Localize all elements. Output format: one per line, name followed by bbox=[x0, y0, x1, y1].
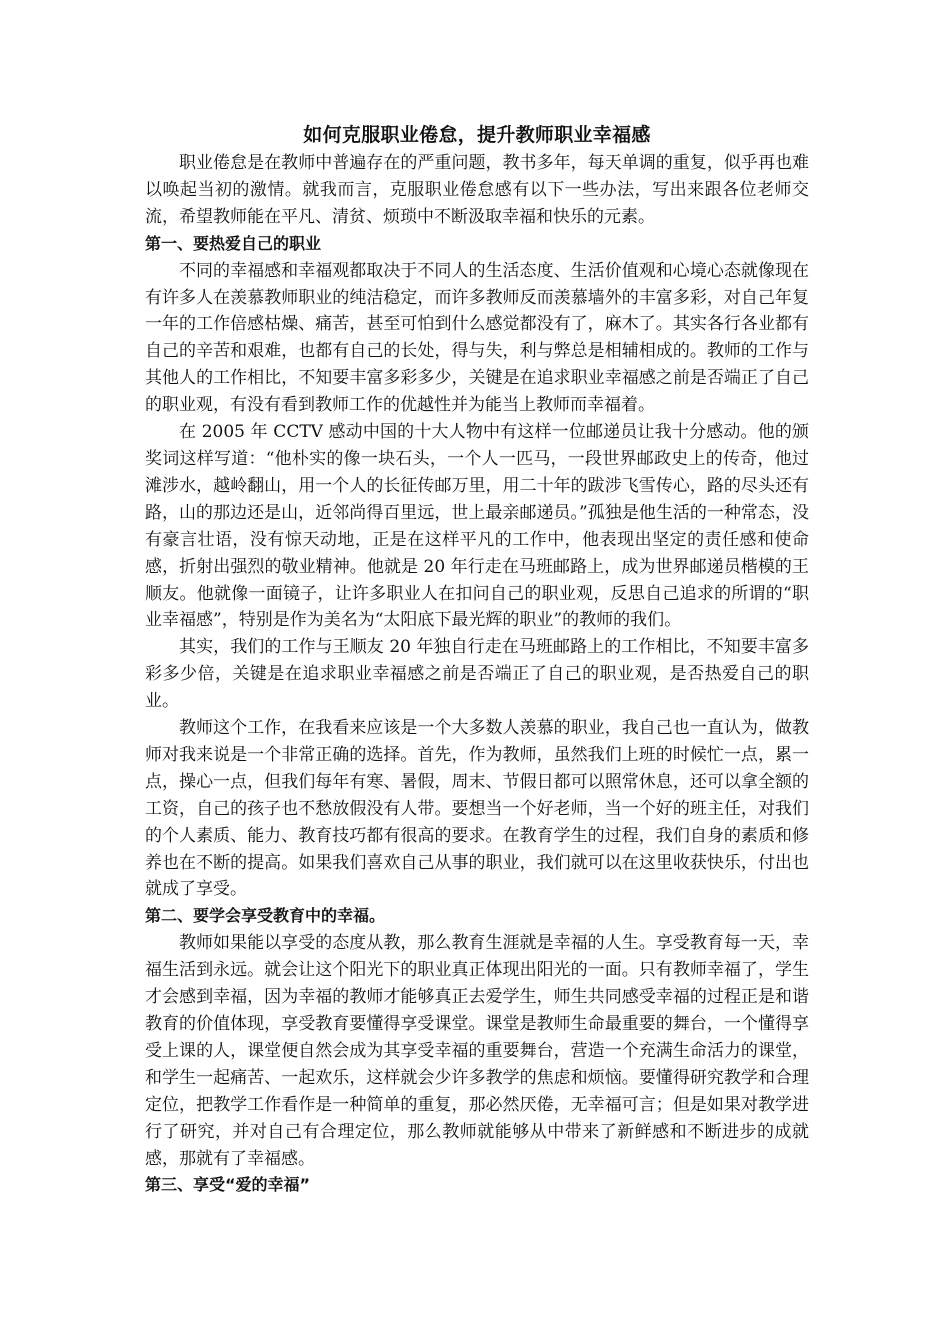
document-title: 如何克服职业倦怠，提升教师职业幸福感 bbox=[303, 124, 651, 146]
section-1-paragraph-1: 不同的幸福感和幸福观都取决于不同人的生活态度、生活价值观和心境心态就像现在有许多人在羡慕教师职业的纯洁稳定，而许多教师反而羡慕墙外的丰富多彩，对自己年复一年的工作倍感枯燥、痛苦，甚至可怕到什么感觉都没有了，麻木了。其实各行各业都有自己的辛苦和艰难，也都有自己的长处，得与失，利与弊总是相辅相成的。教师的工作与其他人的工作相比，不知要丰富多彩多少，关键是在追求职业幸福感之前是否端正了自己的职业观，有没有看到教师工作的优越性并为能当上教师而幸福着。 bbox=[145, 260, 809, 416]
section-3-heading: 第三、享受“爱的幸福” bbox=[145, 1175, 311, 1195]
section-1-paragraph-3: 其实，我们的工作与王顺友 20 年独自行走在马班邮路上的工作相比，不知要丰富多彩多少倍，关键是在追求职业幸福感之前是否端正了自己的职业观，是否热爱自己的职业。 bbox=[145, 637, 809, 712]
intro-paragraph: 职业倦怠是在教师中普遍存在的严重问题，教书多年，每天单调的重复，似乎再也难以唤起当初的激情。就我而言，克服职业倦怠感有以下一些办法，写出来跟各位老师交流，希望教师能在平凡、清贫、烦琐中不断汲取幸福和快乐的元素。 bbox=[145, 153, 809, 227]
section-1-paragraph-4: 教师这个工作，在我看来应该是一个大多数人羡慕的职业，我自己也一直认为，做教师对我来说是一个非常正确的选择。首先，作为教师，虽然我们上班的时候忙一点，累一点，操心一点，但我们每年有寒、暑假，周末、节假日都可以照常休息，还可以拿全额的工资，自己的孩子也不愁放假没有人带。要想当一个好老师，当一个好的班主任，对我们的个人素质、能力、教育技巧都有很高的要求。在教育学生的过程，我们自身的素质和修养也在不断的提高。如果我们喜欢自己从事的职业，我们就可以在这里收获快乐，付出也就成了享受。 bbox=[145, 718, 809, 900]
section-1-heading: 第一、要热爱自己的职业 bbox=[145, 233, 322, 253]
section-2-heading: 第二、要学会享受教育中的幸福。 bbox=[145, 906, 386, 926]
section-2-paragraph-1: 教师如果能以享受的态度从教，那么教育生涯就是幸福的人生。享受教育每一天，幸福生活到永远。就会让这个阳光下的职业真正体现出阳光的一面。只有教师幸福了，学生才会感到幸福，因为幸福的教师才能够真正去爱学生，师生共同感受幸福的过程正是和谐教育的价值体现，享受教育要懂得享受课堂。课堂是教师生命最重要的舞台，一个懂得享受上课的人，课堂便自然会成为其享受幸福的重要舞台，营造一个充满生命活力的课堂，和学生一起痛苦、一起欢乐，这样就会少许多教学的焦虑和烦恼。要懂得研究教学和合理定位，把教学工作看作是一种简单的重复，那必然厌倦，无幸福可言；但是如果对教学进行了研究，并对自己有合理定位，那么教师就能够从中带来了新鲜感和不断进步的成就感，那就有了幸福感。 bbox=[145, 933, 809, 1169]
document-page bbox=[145, 120, 809, 1199]
section-1-paragraph-2: 在 2005 年 CCTV 感动中国的十大人物中有这样一位邮递员让我十分感动。他的颁奖词这样写道：“他朴实的像一块石头，一个人一匹马，一段世界邮政史上的传奇，他过滩涉水，越岭翻山，用一个人的长征传邮万里，用二十年的跋涉飞雪传心，路的尽头还有路，山的那边还是山，近邻尚得百里远，世上最亲邮递员。”孤独是他生活的一种常态，没有豪言壮语，没有惊天动地，正是在这样平凡的工作中，他表现出坚定的责任感和使命感，折射出强烈的敬业精神。他就是 20 年行走在马班邮路上，成为世界邮递员楷模的王顺友。他就像一面镜子，让许多职业人在扣问自己的职业观，反思自己追求的所谓的“职业幸福感”，特别是作为美名为“太阳底下最光辉的职业”的教师的我们。 bbox=[145, 422, 809, 631]
